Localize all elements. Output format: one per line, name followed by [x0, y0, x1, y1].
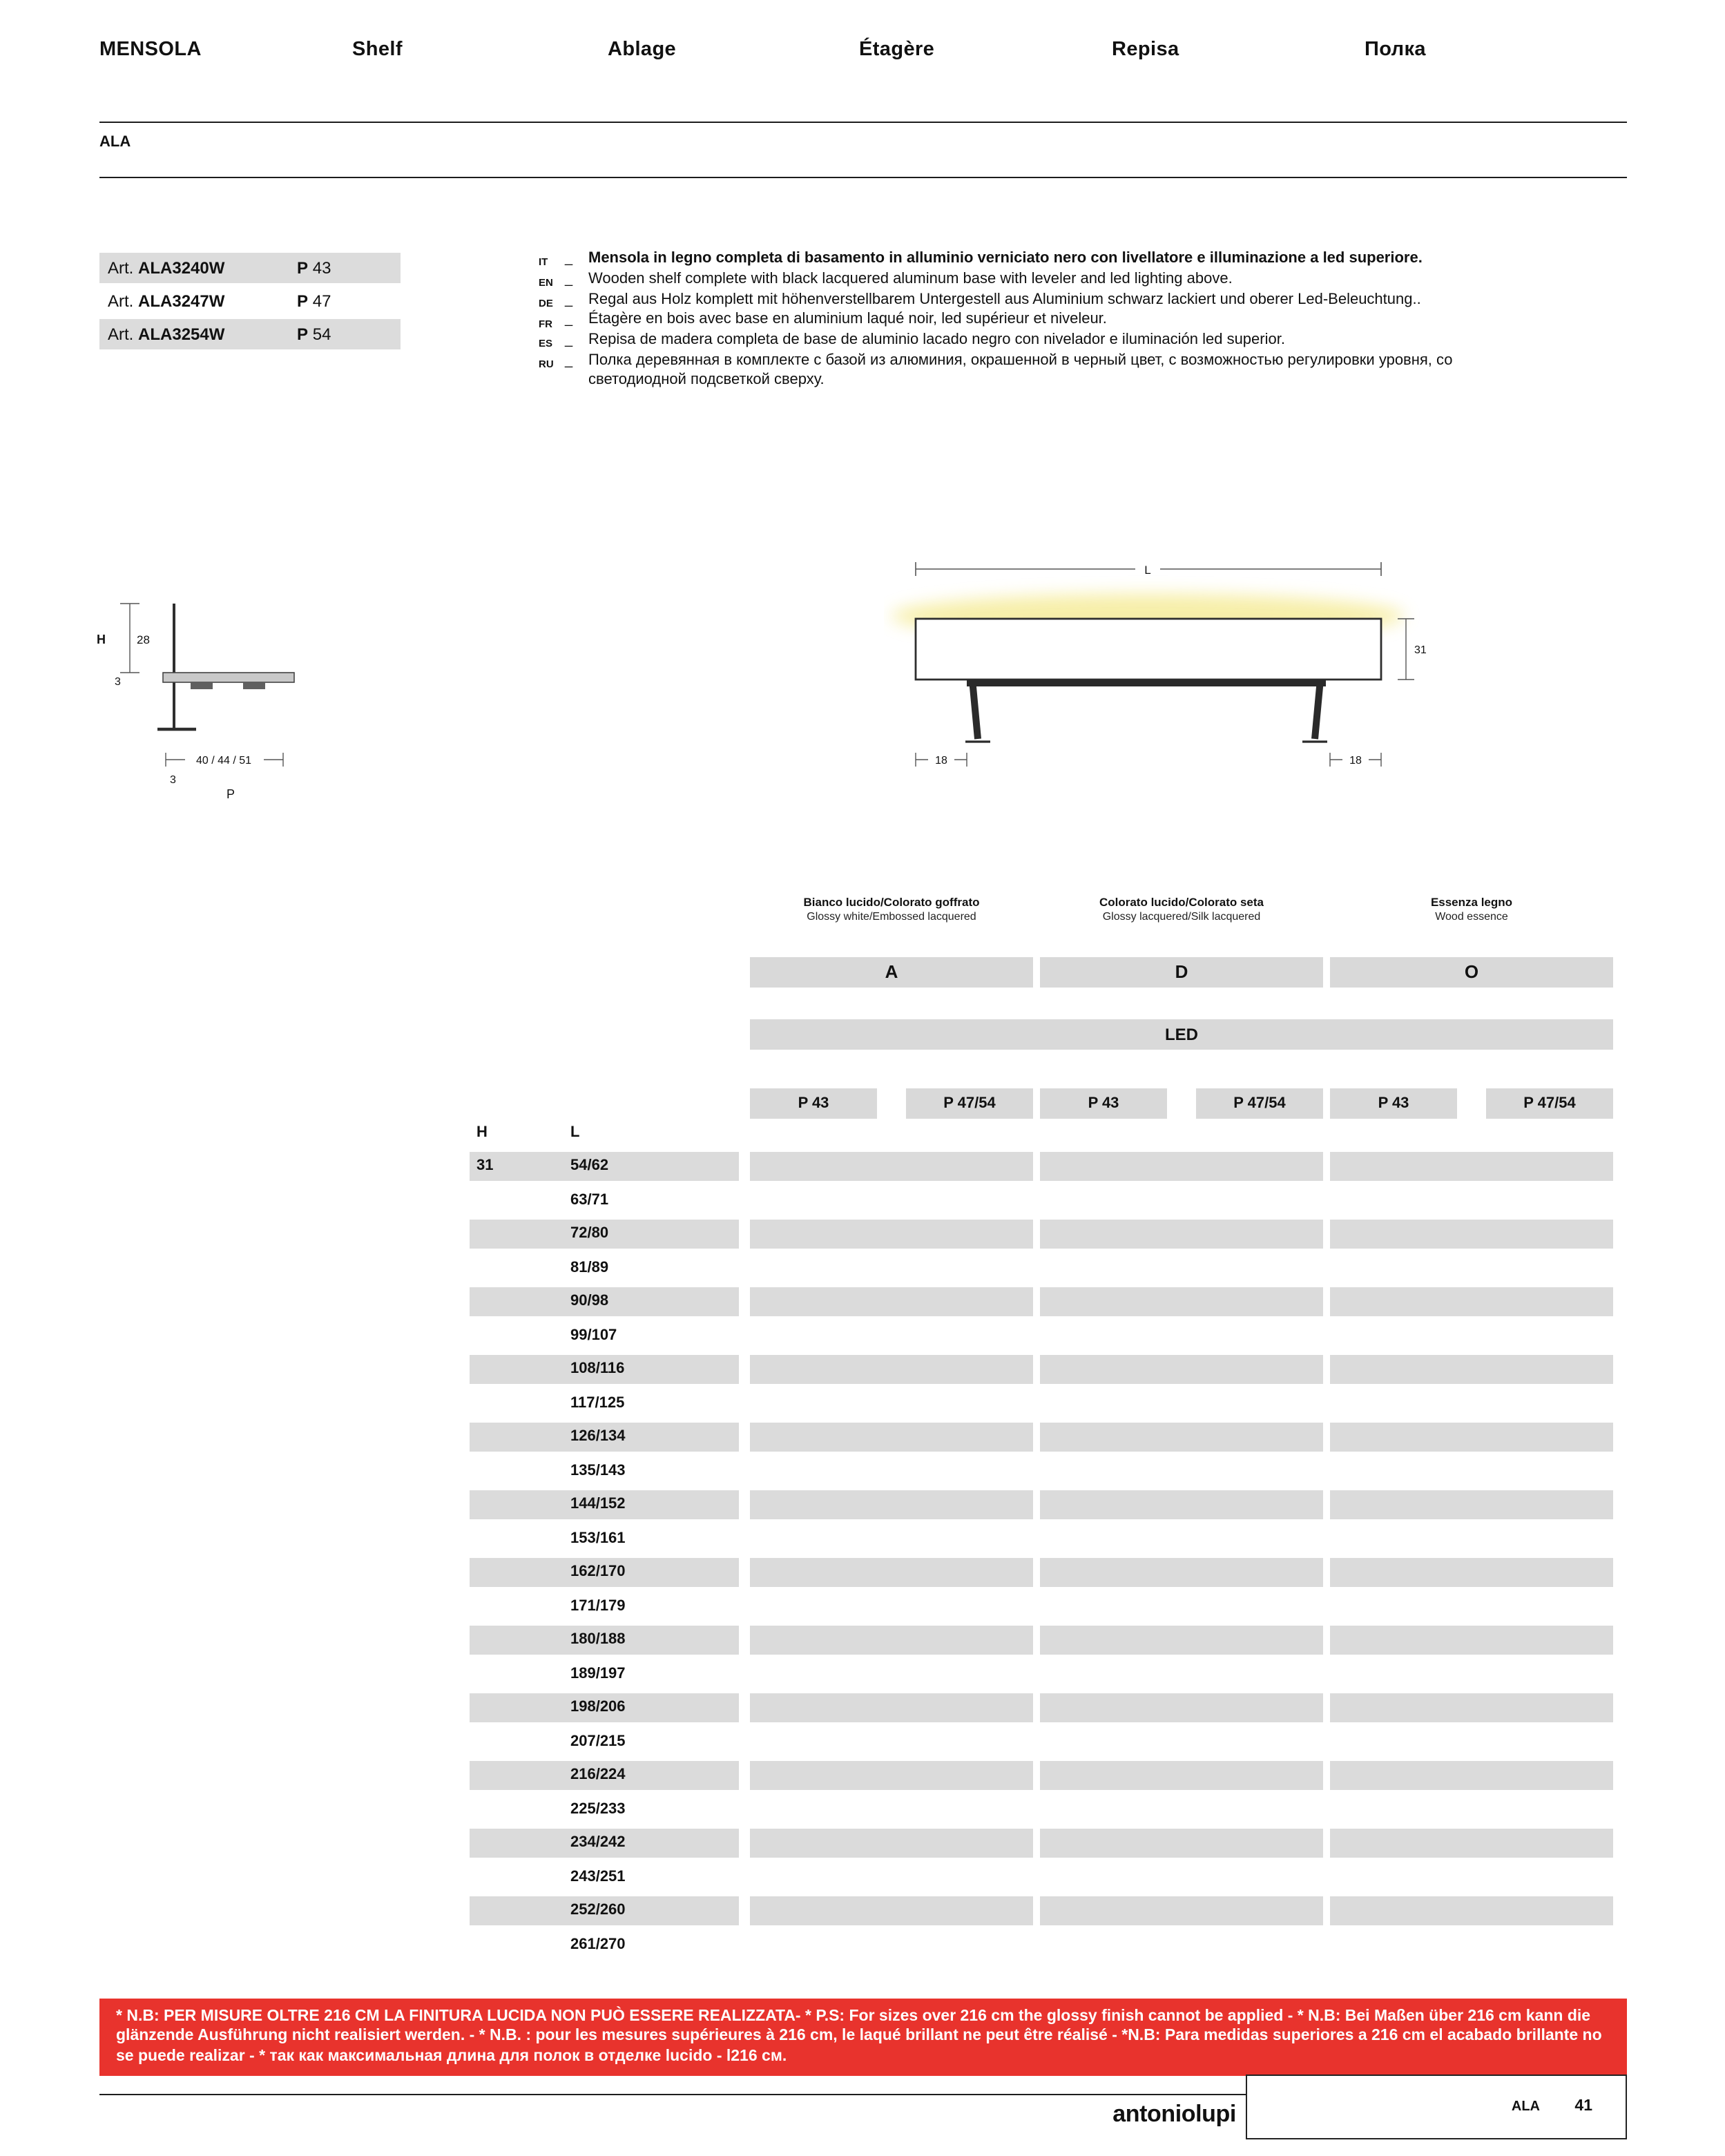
finish-a-cell	[750, 1152, 1033, 1180]
finish-d-cell	[1040, 1456, 1323, 1485]
finish-d-cell	[1040, 1389, 1323, 1417]
finish-d-cell	[1040, 1727, 1323, 1755]
leg-left	[972, 680, 978, 739]
finish-d-cell	[1040, 1186, 1323, 1214]
table-row	[470, 1386, 1613, 1420]
table-row	[470, 1894, 1613, 1927]
article-prefix: Art.	[108, 325, 134, 344]
description-text: Wooden shelf complete with black lacquered aluminum base with leveler and led lighting above.	[588, 270, 1233, 287]
finish-a-cell	[750, 1592, 1033, 1620]
finish-a-cell	[750, 1626, 1033, 1654]
col-p4754: P 47/54	[1486, 1088, 1613, 1119]
l-value: 252/260	[570, 1902, 626, 1918]
finish-o-cell	[1330, 1558, 1613, 1586]
l-value: 144/152	[570, 1496, 626, 1512]
finish-name-en: Glossy white/Embossed lacquered	[807, 909, 976, 922]
leg-right	[1315, 680, 1320, 739]
l-value: 180/188	[570, 1631, 626, 1648]
h-value: 31	[476, 1157, 494, 1174]
table-row	[470, 1149, 1613, 1183]
finish-code-o: O	[1330, 957, 1613, 988]
footer-rule	[99, 2094, 1246, 2095]
article-row	[99, 286, 401, 316]
description-en	[539, 271, 1528, 290]
l-value: 117/125	[570, 1394, 625, 1411]
lang-separator: _	[565, 333, 573, 349]
finish-o-cell	[1330, 1659, 1613, 1688]
dim-p-label: P	[227, 787, 235, 801]
dim-depth-values: 40 / 44 / 51	[195, 755, 252, 767]
finish-a-cell	[750, 1287, 1033, 1316]
finish-a-cell	[750, 1490, 1033, 1519]
lang-code: IT	[539, 256, 548, 269]
finish-o-cell	[1330, 1727, 1613, 1755]
finish-a-cell	[750, 1930, 1033, 1958]
side-profile-drawing	[80, 587, 322, 808]
table-row	[470, 1724, 1613, 1758]
table-row	[470, 1623, 1613, 1657]
description-text: Regal aus Holz komplett mit höhenverstellbarem Untergestell aus Aluminium schwarz lackiert und oberer Led-Beleuchtung..	[588, 291, 1421, 308]
description-text: Étagère en bois avec base en aluminium laqué noir, led supérieur et niveleur.	[588, 311, 1107, 328]
finish-a-cell	[750, 1389, 1033, 1417]
description-text: Полка деревянная в комплекте с базой из алюминия, окрашенной в черный цвет, с возможностью регулировки уровня, со светодиодной подсветкой сверху.	[588, 352, 1453, 388]
finish-d-cell	[1040, 1355, 1323, 1383]
title-ru: Полка	[1365, 39, 1426, 61]
table-row	[470, 1555, 1613, 1589]
finish-a-cell	[750, 1220, 1033, 1248]
finish-o-cell	[1330, 1456, 1613, 1485]
finish-o-cell	[1330, 1592, 1613, 1620]
finish-d-cell	[1040, 1829, 1323, 1857]
finish-code-a: A	[750, 957, 1033, 988]
col-p43: P 43	[750, 1088, 877, 1119]
page-ref-label: P	[297, 258, 309, 278]
finish-d-cell	[1040, 1287, 1323, 1316]
l-value: 162/170	[570, 1563, 626, 1580]
finish-o-cell	[1330, 1152, 1613, 1180]
finish-a-cell	[750, 1423, 1033, 1451]
side-shelf-slab	[163, 673, 294, 682]
dim-right-inset: 18	[1349, 755, 1362, 767]
finish-a-cell	[750, 1727, 1033, 1755]
l-value: 189/197	[570, 1665, 626, 1682]
page-ref-value: 43	[312, 258, 331, 278]
table-row	[470, 1521, 1613, 1555]
col-h-header: H	[476, 1124, 488, 1141]
l-value: 261/270	[570, 1936, 626, 1952]
page-ref-value: 54	[312, 325, 331, 344]
finish-o-cell	[1330, 1423, 1613, 1451]
finish-o-cell	[1330, 1287, 1613, 1316]
table-row	[470, 1758, 1613, 1792]
title-fr: Étagère	[859, 39, 935, 61]
table-row	[470, 1691, 1613, 1724]
l-value: 54/62	[570, 1157, 609, 1174]
finish-a-header	[750, 895, 1033, 923]
page-ref-label: P	[297, 291, 309, 311]
finish-o-cell	[1330, 1829, 1613, 1857]
finish-d-cell	[1040, 1490, 1323, 1519]
finish-o-cell	[1330, 1524, 1613, 1552]
finish-d-header	[1040, 895, 1323, 923]
finish-d-cell	[1040, 1524, 1323, 1552]
description-text: Mensola in legno completa di basamento in alluminio verniciato nero con livellatore e illuminazione a led superiore.	[588, 250, 1423, 267]
table-row	[470, 1860, 1613, 1894]
table-row	[470, 1217, 1613, 1251]
l-value: 198/206	[570, 1699, 626, 1715]
l-value: 171/179	[570, 1597, 626, 1614]
finish-d-cell	[1040, 1220, 1323, 1248]
finish-o-cell	[1330, 1186, 1613, 1214]
note-banner	[99, 1999, 1627, 2076]
finish-a-cell	[750, 1321, 1033, 1349]
table-row	[470, 1420, 1613, 1454]
table-row	[470, 1454, 1613, 1488]
brand-logo: antoniolupi	[1112, 2101, 1236, 2127]
finish-a-cell	[750, 1558, 1033, 1586]
footer-page-number: 41	[1574, 2097, 1592, 2114]
l-value: 243/251	[570, 1868, 626, 1885]
article-prefix: Art.	[108, 258, 134, 278]
l-value: 234/242	[570, 1834, 626, 1851]
finish-o-cell	[1330, 1626, 1613, 1654]
dim-h-label: H	[97, 633, 106, 646]
article-code: ALA3247W	[138, 291, 225, 311]
finish-d-cell	[1040, 1152, 1323, 1180]
table-row	[470, 1318, 1613, 1352]
finish-a-cell	[750, 1659, 1033, 1688]
lang-separator: _	[565, 251, 573, 267]
description-list	[539, 250, 1528, 392]
finish-a-cell	[750, 1186, 1033, 1214]
l-value: 135/143	[570, 1462, 626, 1479]
header-rule	[99, 122, 1627, 123]
finish-name-it: Colorato lucido/Colorato seta	[1099, 895, 1264, 909]
finish-a-cell	[750, 1355, 1033, 1383]
side-clip-right	[243, 682, 265, 689]
finish-o-cell	[1330, 1896, 1613, 1925]
title-es: Repisa	[1112, 39, 1179, 61]
title-en: Shelf	[352, 39, 403, 61]
lang-separator: _	[565, 353, 573, 369]
finish-o-cell	[1330, 1253, 1613, 1282]
finish-o-cell	[1330, 1321, 1613, 1349]
article-row	[99, 319, 401, 349]
finish-a-cell	[750, 1896, 1033, 1925]
led-bar: LED	[750, 1019, 1613, 1050]
col-p4754: P 47/54	[906, 1088, 1033, 1119]
table-row	[470, 1792, 1613, 1826]
finish-name-en: Wood essence	[1435, 909, 1508, 922]
l-value: 81/89	[570, 1259, 609, 1276]
finish-d-cell	[1040, 1558, 1323, 1586]
l-value: 72/80	[570, 1225, 609, 1242]
finish-a-cell	[750, 1761, 1033, 1789]
finish-a-cell	[750, 1693, 1033, 1722]
description-text: Repisa de madera completa de base de aluminio lacado negro con nivelador e iluminación led superior.	[588, 331, 1285, 349]
front-view-drawing	[884, 550, 1436, 778]
finish-o-cell	[1330, 1930, 1613, 1958]
finish-o-cell	[1330, 1490, 1613, 1519]
dim-l-label: L	[1144, 564, 1151, 577]
l-value: 207/215	[570, 1733, 626, 1749]
dim-shelf-thickness: 3	[115, 676, 121, 688]
finish-a-cell	[750, 1795, 1033, 1823]
description-it	[539, 250, 1528, 269]
table-row	[470, 1284, 1613, 1318]
note-text: * N.B: PER MISURE OLTRE 216 CM LA FINITURA LUCIDA NON PUÒ ESSERE REALIZZATA- * P.S: For sizes over 216 cm the glossy finish cannot be applied - * N.B: Bei Maßen über 216 cm kann die glänzende Ausführung nicht realisiert werden. - * N.B. : pour les mesures supérieures à 216 cm, le laqué brillant ne peut être réalisé - *N.B: Para medidas superiores a 216 cm el acabado brillante no se puede realizar - * так как максимальная длина для полок в отделке lucido - l216 см.	[116, 2008, 1602, 2065]
lang-separator: _	[565, 312, 573, 328]
section-rule	[99, 177, 1627, 178]
lang-separator: _	[565, 271, 573, 287]
lang-code: DE	[539, 296, 553, 309]
finish-o-cell	[1330, 1863, 1613, 1891]
col-l-header: L	[570, 1124, 580, 1141]
finish-d-cell	[1040, 1863, 1323, 1891]
lang-code: RU	[539, 358, 554, 371]
finish-a-cell	[750, 1253, 1033, 1282]
finish-o-cell	[1330, 1693, 1613, 1722]
finish-o-cell	[1330, 1389, 1613, 1417]
finish-d-cell	[1040, 1659, 1323, 1688]
description-de	[539, 291, 1528, 310]
article-code: ALA3254W	[138, 325, 225, 344]
col-p4754: P 47/54	[1196, 1088, 1323, 1119]
article-code: ALA3240W	[138, 258, 225, 278]
article-row	[99, 253, 401, 283]
article-prefix: Art.	[108, 291, 134, 311]
table-row	[470, 1589, 1613, 1623]
lang-code: FR	[539, 317, 552, 330]
l-value: 225/233	[570, 1800, 626, 1817]
finish-d-cell	[1040, 1693, 1323, 1722]
description-es	[539, 331, 1528, 351]
finish-d-cell	[1040, 1592, 1323, 1620]
table-row	[470, 1183, 1613, 1217]
table-row	[470, 1657, 1613, 1691]
dim-left-inset: 18	[935, 755, 947, 767]
table-row	[470, 1251, 1613, 1284]
finish-d-cell	[1040, 1253, 1323, 1282]
finish-name-it: Essenza legno	[1430, 895, 1513, 909]
finish-a-cell	[750, 1863, 1033, 1891]
l-value: 90/98	[570, 1293, 609, 1309]
page-number-box	[1246, 2075, 1627, 2139]
finish-o-cell	[1330, 1355, 1613, 1383]
table-row	[470, 1826, 1613, 1860]
table-row	[470, 1927, 1613, 1961]
footer-product-code: ALA	[1511, 2099, 1540, 2115]
finish-d-cell	[1040, 1626, 1323, 1654]
title-it: MENSOLA	[99, 39, 202, 61]
finish-a-cell	[750, 1829, 1033, 1857]
l-value: 216/224	[570, 1767, 626, 1783]
lang-code: ES	[539, 337, 553, 350]
finish-o-cell	[1330, 1795, 1613, 1823]
side-clip-left	[191, 682, 213, 689]
dim-shelf-height: 31	[1414, 644, 1427, 656]
finish-o-cell	[1330, 1220, 1613, 1248]
product-name: ALA	[99, 134, 131, 151]
finish-d-cell	[1040, 1423, 1323, 1451]
l-value: 99/107	[570, 1327, 617, 1343]
finish-o-cell	[1330, 1761, 1613, 1789]
finish-d-cell	[1040, 1930, 1323, 1958]
finish-o-header	[1330, 895, 1613, 923]
size-rows	[470, 1149, 1613, 1961]
col-p43: P 43	[1040, 1088, 1167, 1119]
lang-separator: _	[565, 292, 573, 308]
finish-a-cell	[750, 1456, 1033, 1485]
description-fr	[539, 311, 1528, 331]
finish-name-en: Glossy lacquered/Silk lacquered	[1102, 909, 1261, 922]
finish-name-it: Bianco lucido/Colorato goffrato	[803, 895, 980, 909]
finish-d-cell	[1040, 1321, 1323, 1349]
base-rail	[967, 680, 1326, 686]
l-value: 153/161	[570, 1530, 626, 1546]
finish-a-cell	[750, 1524, 1033, 1552]
front-shelf-body	[916, 619, 1381, 680]
finish-code-d: D	[1040, 957, 1323, 988]
col-p43: P 43	[1330, 1088, 1457, 1119]
l-value: 126/134	[570, 1428, 626, 1445]
finish-d-cell	[1040, 1761, 1323, 1789]
l-value: 63/71	[570, 1191, 609, 1208]
finish-d-cell	[1040, 1795, 1323, 1823]
page-ref-label: P	[297, 325, 309, 344]
lang-code: EN	[539, 276, 553, 289]
table-row	[470, 1488, 1613, 1521]
dim-height-value: 28	[137, 633, 150, 646]
dim-base-thickness: 3	[170, 774, 176, 786]
page-ref-value: 47	[312, 291, 331, 311]
description-ru	[539, 352, 1528, 390]
l-value: 108/116	[570, 1360, 625, 1377]
title-de: Ablage	[608, 39, 677, 61]
table-row	[470, 1352, 1613, 1386]
finish-d-cell	[1040, 1896, 1323, 1925]
